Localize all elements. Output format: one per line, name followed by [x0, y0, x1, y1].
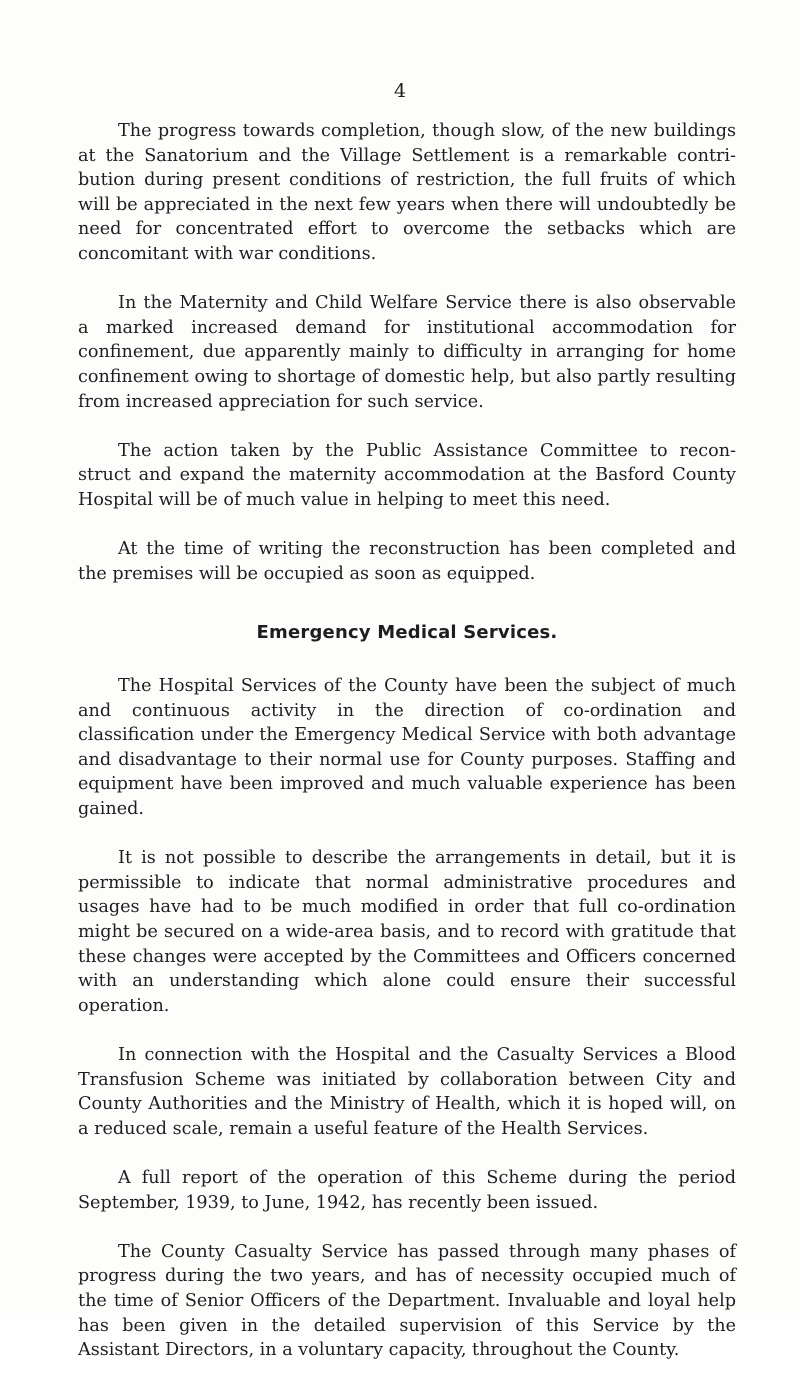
paragraph-scheme-report: A full report of the operation of this Scheme during the period September, 1939, to June, 1942, has recently been issued.	[78, 1167, 736, 1213]
paragraph-maternity-demand: In the Maternity and Child Welfare Service there is also observable a marked increased demand for institutional accommodation for confinement, due apparently mainly to difficulty in arranging for home confinement owing to shortage of domestic help, but also partly resulting from increased appreciation for such service.	[78, 293, 736, 412]
paragraph-new-buildings: The progress towards completion, though slow, of the new buildings at the Sanatorium and the Village Settlement is a remarkable contri- bution during present conditions of restriction, the full fruits of which will be appreciated in the next few years when there will undoubtedly be need for concentrated effort to overcome the setbacks which are concomitant with war conditions.	[78, 121, 736, 264]
paragraph-arrangements: It is not possible to describe the arrangements in detail, but it is permissible to indicate that normal administrative procedures and usages have had to be much modified in order that full co-ordination might be secured on a wide-area basis, and to record with gratitude that these changes were accepted by the Committees and Officers concerned with an understanding which alone could ensure their successful operation.	[78, 848, 736, 1016]
paragraph-basford-hospital: The action taken by the Public Assistance Committee to recon- struct and expand the maternity accommodation at the Basford County Hospital will be of much value in helping to meet this need.	[78, 440, 736, 510]
section-heading: Emergency Medical Services.	[256, 621, 558, 643]
paragraph-blood-transfusion: In connection with the Hospital and the Casualty Services a Blood Transfusion Scheme was initiated by collaboration between City and County Authorities and the Ministry of Health, which it is hoped will, on a reduced scale, remain a useful feature of the Health Services.	[78, 1044, 736, 1139]
paragraph-reconstruction-completed: At the time of writing the reconstruction has been completed and the premises will be occupied as soon as equipped.	[78, 539, 736, 584]
paragraph-hospital-services: The Hospital Services of the County have been the subject of much and continuous activity in the direction of co-ordination and classification under the Emergency Medical Service with both advantage and disadvantage to their normal use for County purposes. Staffing and equipment have been improved and much valuable experience has been gained.	[78, 676, 736, 820]
paragraph-casualty-service: The County Casualty Service has passed through many phases of progress during the two years, and has of necessity occupied much of the time of Senior Officers of the Department. Invaluable and loyal help has been given in the detailed supervision of this Service by the Assistant Directors, in a voluntary capacity, throughout the County.	[78, 1241, 736, 1361]
page-number: 4	[393, 80, 407, 102]
body-text	[78, 119, 736, 1387]
